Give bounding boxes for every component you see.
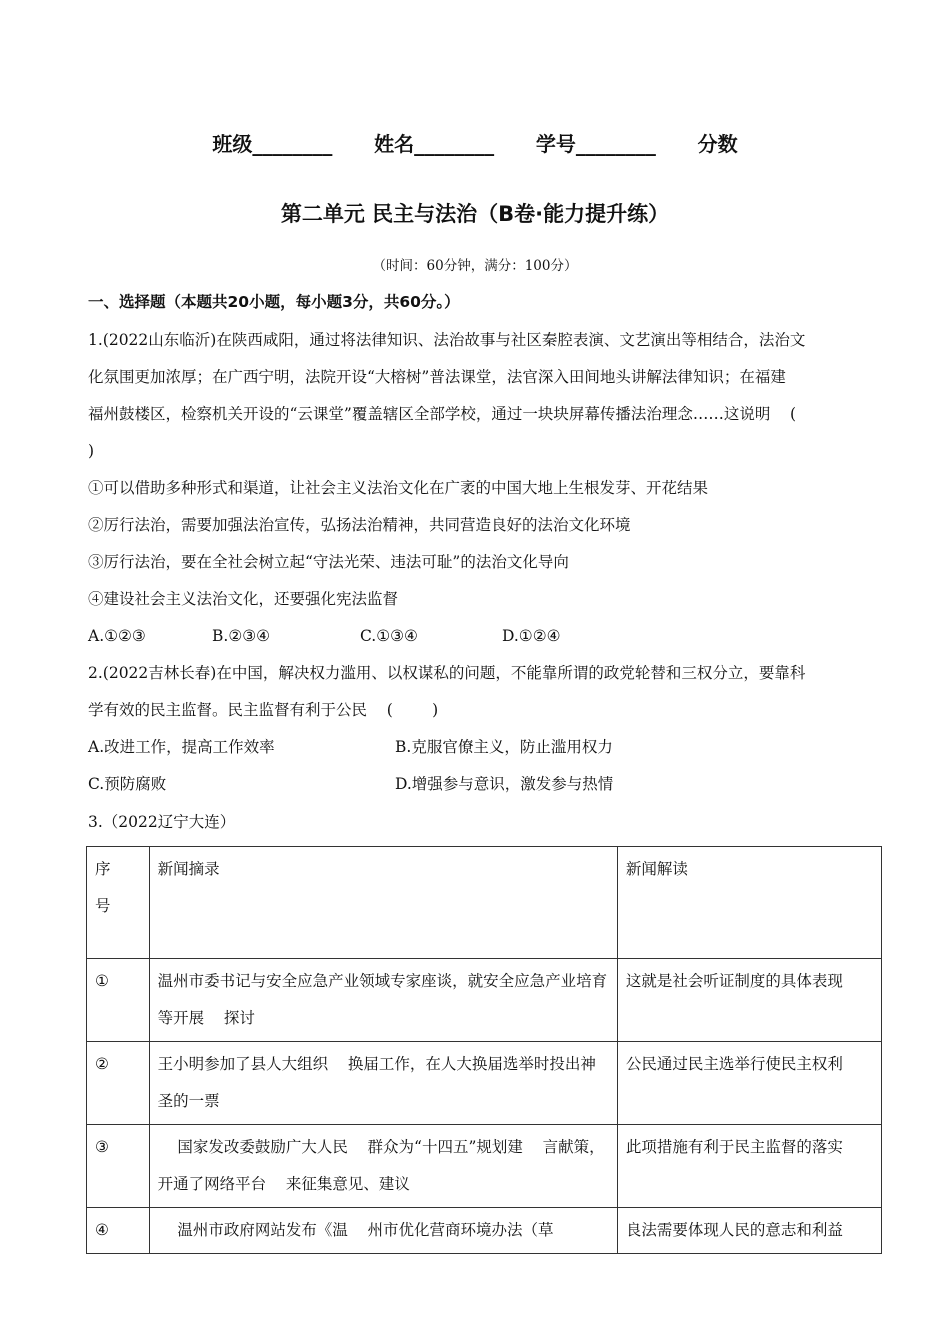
option-d: D.增强参与意识，激发参与热情 [395,775,614,793]
page-title: 第二单元 民主与法治（B卷·能力提升练） [280,202,670,226]
row-interpretation: 良法需要体现人民的意志和利益 [617,1208,881,1254]
table-row [87,1208,882,1254]
row-interpretation: 这就是社会听证制度的具体表现 [617,959,881,1042]
row-index: ④ [87,1208,150,1254]
section-heading: 一、选择题（本题共20小题，每小题3分，共60分。） [88,293,460,311]
row-index: ② [87,1042,150,1125]
student-info-line: 班级________ 姓名________ 学号________ 分数 [212,132,738,156]
question-2-options-row-1 [88,729,864,766]
option-d: D.①②④ [502,627,561,645]
row-interpretation: 此项措施有利于民主监督的落实 [617,1125,881,1208]
row-excerpt: 王小明参加了县人大组织 换届工作，在人大换届选举时投出神圣的一票 [149,1042,617,1125]
question-2-line: 2.(2022吉林长春)在中国，解决权力滥用、以权谋私的问题，不能靠所谓的政党轮替和三权分立，要靠科 [88,664,806,682]
option-b: B.②③④ [212,627,271,645]
question-1-line: 化氛围更加浓厚；在广西宁明，法院开设“大榕树”普法课堂，法官深入田间地头讲解法律知识；在福建 [88,368,786,386]
question-1-line: 福州鼓楼区，检察机关开设的“云课堂”覆盖辖区全部学校，通过一块块屏幕传播法治理念……这说明 ( [88,405,797,423]
question-1-line: ) [88,442,95,460]
row-excerpt: 温州市政府网站发布《温 州市优化营商环境办法（草 [149,1208,617,1254]
option-c: C.预防腐败 [88,775,167,793]
question-3 [88,804,864,841]
statement-3: ③厉行法治，要在全社会树立起“守法光荣、违法可耻”的法治文化导向 [88,553,569,571]
question-2-line: 学有效的民主监督。民主监督有利于公民 ( ) [88,701,439,719]
statement-2: ②厉行法治，需要加强法治宣传，弘扬法治精神，共同营造良好的法治文化环境 [88,516,631,534]
table-row [87,1125,882,1208]
question-2 [88,655,864,803]
statement-1: ①可以借助多种形式和渠道，让社会主义法治文化在广袤的中国大地上生根发芽、开花结果 [88,479,709,497]
option-a: A.①②③ [88,627,146,645]
option-a: A.改进工作，提高工作效率 [88,738,275,756]
question-1-line: 1.(2022山东临沂)在陕西咸阳，通过将法律知识、法治故事与社区秦腔表演、文艺演出等相结合，法治文 [88,331,806,349]
row-excerpt: 温州市委书记与安全应急产业领域专家座谈，就安全应急产业培育等开展 探讨 [149,959,617,1042]
header-index: 序 号 [87,847,150,959]
news-table [86,846,882,1254]
row-index: ① [87,959,150,1042]
row-interpretation: 公民通过民主选举行使民主权利 [617,1042,881,1125]
table-header-row [87,847,882,959]
row-index: ③ [87,1125,150,1208]
statement-4: ④建设社会主义法治文化，还要强化宪法监督 [88,590,399,608]
row-excerpt: 国家发改委鼓励广大人民 群众为“十四五”规划建 言献策，开通了网络平台 来征集意见、建议 [149,1125,617,1208]
exam-time-note: （时间：60分钟，满分：100分） [372,258,578,274]
question-1 [88,322,864,655]
question-1-options [88,618,864,655]
table-row [87,1042,882,1125]
question-3-stem: 3.（2022辽宁大连） [88,813,236,831]
question-2-options-row-2 [88,766,864,803]
option-b: B.克服官僚主义，防止滥用权力 [395,738,613,756]
header-interpretation: 新闻解读 [617,847,881,959]
table-row [87,959,882,1042]
option-c: C.①③④ [360,627,418,645]
header-excerpt: 新闻摘录 [149,847,617,959]
